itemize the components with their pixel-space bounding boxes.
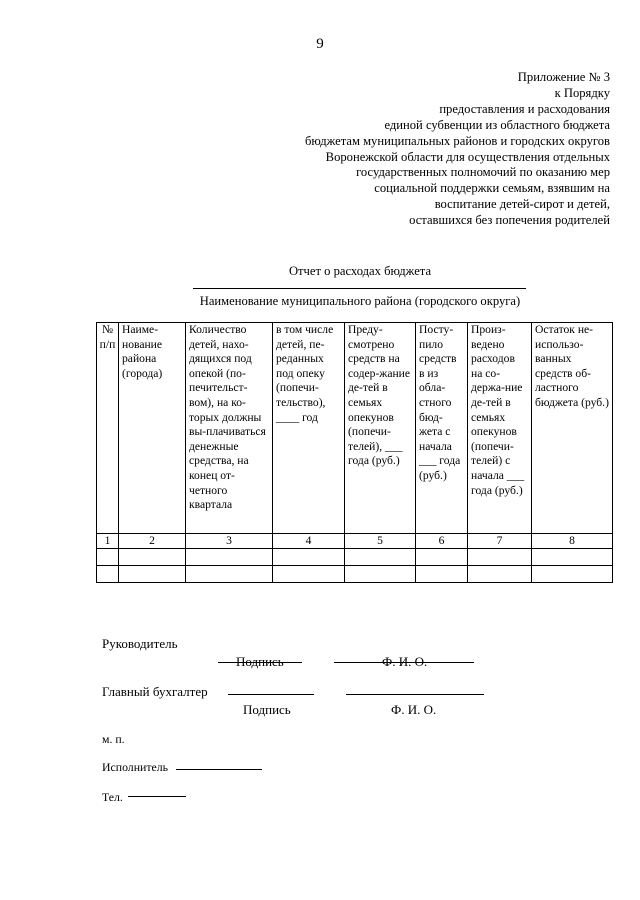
phone-line xyxy=(128,785,186,801)
column-number: 3 xyxy=(186,534,273,549)
header-cell: Наиме-нование района (города) xyxy=(119,323,186,534)
table-cell xyxy=(416,566,468,583)
table-cell xyxy=(532,549,613,566)
report-title: Отчет о расходах бюджета xyxy=(288,264,432,278)
chief-accountant-name-caption: Ф. И. О. xyxy=(391,702,437,717)
header-cell: № п/п xyxy=(97,323,119,534)
table-cell xyxy=(468,566,532,583)
annex-line: воспитание детей-сирот и детей, xyxy=(434,197,610,212)
table-cell xyxy=(345,566,416,583)
header-cell: Остаток не-использо-ванных средств об-ластного бюджета (руб.) xyxy=(532,323,613,534)
annex-line: социальной поддержки семьям, взявшим на xyxy=(374,181,610,196)
header-cell: Посту-пило средств в из обла-стного бюд-жета с начала ___ года (руб.) xyxy=(416,323,468,534)
annex-line: единой субвенции из областного бюджета xyxy=(384,117,610,132)
column-number: 8 xyxy=(532,534,613,549)
annex-line: оставшихся без попечения родителей xyxy=(409,213,610,228)
table-cell xyxy=(468,549,532,566)
column-number: 1 xyxy=(97,534,119,549)
table-cell xyxy=(186,566,273,583)
table-cell xyxy=(186,549,273,566)
annex-block xyxy=(250,70,610,229)
annex-line: Воронежской области для осуществления отдельных xyxy=(325,149,610,164)
column-number: 5 xyxy=(345,534,416,549)
annex-line: бюджетам муниципальных районов и городских округов xyxy=(305,133,610,148)
column-number: 6 xyxy=(416,534,468,549)
annex-line: государственных полномочий по оказанию мер xyxy=(356,165,610,180)
table-cell xyxy=(416,549,468,566)
annex-line: к Порядку xyxy=(554,85,610,100)
header-cell: Произ-ведено расходов на со-держа-ние де-тей в семьях опекунов (попечи-телей) с начала ___ года (руб.) xyxy=(468,323,532,534)
header-cell: Количество детей, нахо-дящихся под опекой (по-печительст-вом), на ко-торых должны вы-плачиваться денежные средства, на конец от-четного квартала xyxy=(186,323,273,534)
table-cell xyxy=(273,549,345,566)
table-cell xyxy=(532,566,613,583)
annex-line: Приложение № 3 xyxy=(517,70,610,84)
annex-line: предоставления и расходования xyxy=(439,101,610,116)
table-row xyxy=(97,549,613,566)
table-cell xyxy=(97,566,119,583)
chief-accountant-label: Главный бухгалтер xyxy=(102,684,208,699)
report-title-underline xyxy=(193,288,526,289)
table-cell xyxy=(97,549,119,566)
phone-label: Тел. xyxy=(102,790,123,804)
page-number: 9 xyxy=(316,36,324,52)
table-header-row xyxy=(97,323,613,534)
header-cell: в том числе детей, пе-реданных под опеку (попечи-тельство), ____ год xyxy=(273,323,345,534)
executor-line xyxy=(176,758,262,774)
table-cell xyxy=(273,566,345,583)
chief-accountant-name-line xyxy=(346,683,484,699)
column-number-row xyxy=(97,534,613,549)
table-cell xyxy=(345,549,416,566)
executor-label: Исполнитель xyxy=(102,760,168,774)
header-cell: Преду-смотрено средств на содер-жание де-тей в семьях опекунов (попечи-телей), ___ года (руб.) xyxy=(345,323,416,534)
column-number: 7 xyxy=(468,534,532,549)
head-name-caption: Ф. И. О. xyxy=(382,654,428,669)
head-signature-caption: Подпись xyxy=(236,654,284,669)
chief-accountant-signature-caption: Подпись xyxy=(243,702,291,717)
table-row xyxy=(97,566,613,583)
chief-accountant-signature-line xyxy=(228,683,314,699)
table-cell xyxy=(119,566,186,583)
head-label: Руководитель xyxy=(102,636,178,651)
report-table xyxy=(96,322,613,583)
table-cell xyxy=(119,549,186,566)
column-number: 4 xyxy=(273,534,345,549)
report-subtitle: Наименование муниципального района (городского округа) xyxy=(199,294,521,308)
column-number: 2 xyxy=(119,534,186,549)
seal-label: м. п. xyxy=(102,732,125,746)
